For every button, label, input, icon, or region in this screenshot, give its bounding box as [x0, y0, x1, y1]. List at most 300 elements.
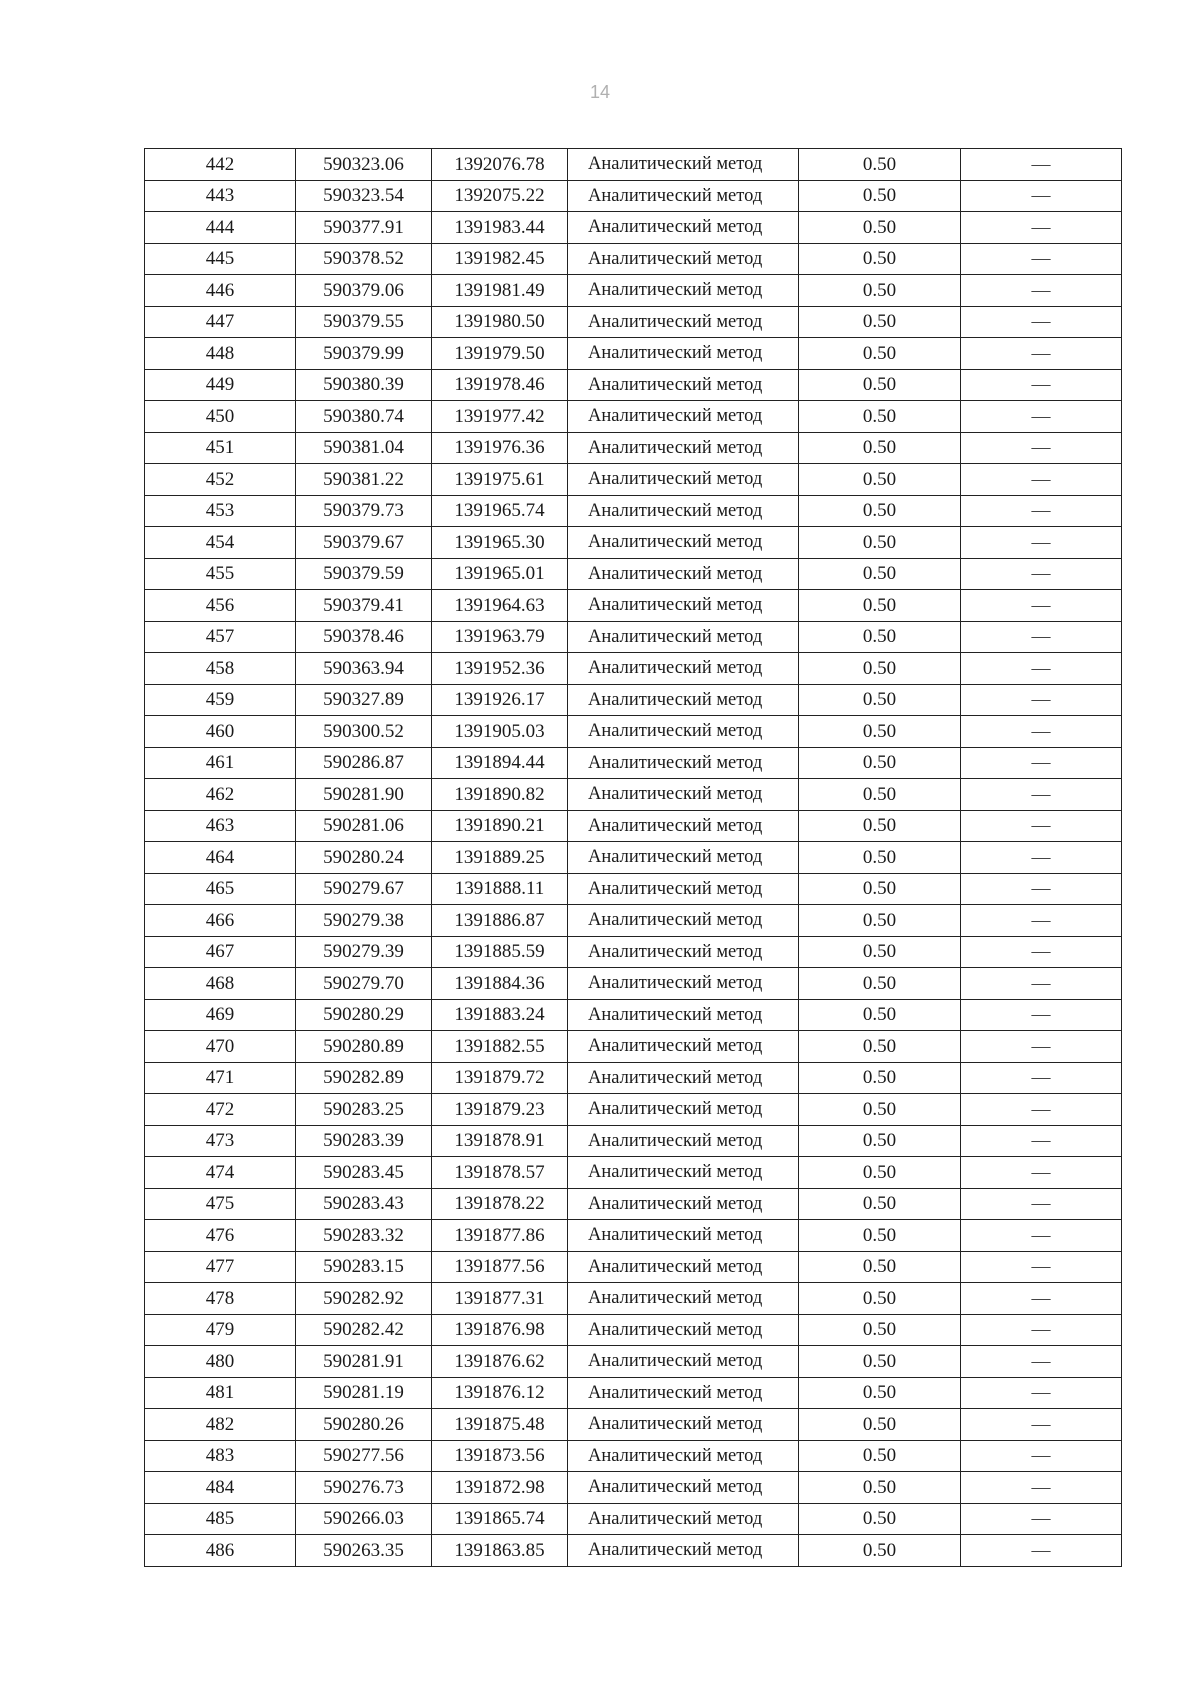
x-coordinate-cell: 590281.19 — [296, 1377, 432, 1409]
table-row — [145, 401, 1122, 433]
accuracy-cell: 0.50 — [799, 1472, 961, 1504]
y-coordinate-cell: 1391965.30 — [432, 527, 568, 559]
accuracy-cell: 0.50 — [799, 1220, 961, 1252]
table-row — [145, 432, 1122, 464]
accuracy-cell: 0.50 — [799, 810, 961, 842]
note-cell: — — [961, 842, 1122, 874]
accuracy-cell: 0.50 — [799, 968, 961, 1000]
y-coordinate-cell: 1391976.36 — [432, 432, 568, 464]
note-cell: — — [961, 905, 1122, 937]
method-cell: Аналитический метод — [568, 495, 799, 527]
y-coordinate-cell: 1391952.36 — [432, 653, 568, 685]
table-row — [145, 1220, 1122, 1252]
note-cell: — — [961, 936, 1122, 968]
y-coordinate-cell: 1391883.24 — [432, 999, 568, 1031]
point-number-cell: 448 — [145, 338, 296, 370]
accuracy-cell: 0.50 — [799, 1125, 961, 1157]
table-row — [145, 842, 1122, 874]
accuracy-cell: 0.50 — [799, 495, 961, 527]
method-cell: Аналитический метод — [568, 212, 799, 244]
y-coordinate-cell: 1391965.01 — [432, 558, 568, 590]
method-cell: Аналитический метод — [568, 1535, 799, 1567]
page-number: 14 — [589, 82, 611, 102]
table-row — [145, 1503, 1122, 1535]
note-cell: — — [961, 1377, 1122, 1409]
point-number-cell: 470 — [145, 1031, 296, 1063]
note-cell: — — [961, 779, 1122, 811]
accuracy-cell: 0.50 — [799, 905, 961, 937]
accuracy-cell: 0.50 — [799, 590, 961, 622]
point-number-cell: 474 — [145, 1157, 296, 1189]
y-coordinate-cell: 1391863.85 — [432, 1535, 568, 1567]
y-coordinate-cell: 1391889.25 — [432, 842, 568, 874]
point-number-cell: 460 — [145, 716, 296, 748]
note-cell: — — [961, 464, 1122, 496]
table-row — [145, 464, 1122, 496]
x-coordinate-cell: 590380.39 — [296, 369, 432, 401]
y-coordinate-cell: 1391981.49 — [432, 275, 568, 307]
y-coordinate-cell: 1391886.87 — [432, 905, 568, 937]
x-coordinate-cell: 590280.24 — [296, 842, 432, 874]
note-cell: — — [961, 338, 1122, 370]
point-number-cell: 444 — [145, 212, 296, 244]
method-cell: Аналитический метод — [568, 464, 799, 496]
x-coordinate-cell: 590282.42 — [296, 1314, 432, 1346]
point-number-cell: 484 — [145, 1472, 296, 1504]
method-cell: Аналитический метод — [568, 1283, 799, 1315]
note-cell: — — [961, 653, 1122, 685]
table-row — [145, 180, 1122, 212]
method-cell: Аналитический метод — [568, 968, 799, 1000]
x-coordinate-cell: 590276.73 — [296, 1472, 432, 1504]
x-coordinate-cell: 590283.15 — [296, 1251, 432, 1283]
method-cell: Аналитический метод — [568, 1377, 799, 1409]
x-coordinate-cell: 590283.32 — [296, 1220, 432, 1252]
point-number-cell: 443 — [145, 180, 296, 212]
note-cell: — — [961, 684, 1122, 716]
point-number-cell: 452 — [145, 464, 296, 496]
accuracy-cell: 0.50 — [799, 1314, 961, 1346]
point-number-cell: 446 — [145, 275, 296, 307]
point-number-cell: 483 — [145, 1440, 296, 1472]
table-row — [145, 779, 1122, 811]
note-cell: — — [961, 968, 1122, 1000]
y-coordinate-cell: 1391979.50 — [432, 338, 568, 370]
point-number-cell: 459 — [145, 684, 296, 716]
note-cell: — — [961, 558, 1122, 590]
point-number-cell: 466 — [145, 905, 296, 937]
method-cell: Аналитический метод — [568, 1440, 799, 1472]
accuracy-cell: 0.50 — [799, 212, 961, 244]
y-coordinate-cell: 1391965.74 — [432, 495, 568, 527]
note-cell: — — [961, 275, 1122, 307]
x-coordinate-cell: 590283.45 — [296, 1157, 432, 1189]
table-row — [145, 621, 1122, 653]
point-number-cell: 449 — [145, 369, 296, 401]
method-cell: Аналитический метод — [568, 1314, 799, 1346]
accuracy-cell: 0.50 — [799, 338, 961, 370]
x-coordinate-cell: 590363.94 — [296, 653, 432, 685]
table-row — [145, 653, 1122, 685]
table-row — [145, 149, 1122, 181]
y-coordinate-cell: 1391876.12 — [432, 1377, 568, 1409]
point-number-cell: 475 — [145, 1188, 296, 1220]
accuracy-cell: 0.50 — [799, 842, 961, 874]
accuracy-cell: 0.50 — [799, 1188, 961, 1220]
table-row — [145, 968, 1122, 1000]
table-row — [145, 1535, 1122, 1567]
accuracy-cell: 0.50 — [799, 558, 961, 590]
accuracy-cell: 0.50 — [799, 275, 961, 307]
method-cell: Аналитический метод — [568, 621, 799, 653]
method-cell: Аналитический метод — [568, 810, 799, 842]
note-cell: — — [961, 369, 1122, 401]
table-row — [145, 1314, 1122, 1346]
accuracy-cell: 0.50 — [799, 464, 961, 496]
method-cell: Аналитический метод — [568, 1125, 799, 1157]
note-cell: — — [961, 999, 1122, 1031]
x-coordinate-cell: 590279.38 — [296, 905, 432, 937]
x-coordinate-cell: 590323.06 — [296, 149, 432, 181]
method-cell: Аналитический метод — [568, 1031, 799, 1063]
method-cell: Аналитический метод — [568, 432, 799, 464]
accuracy-cell: 0.50 — [799, 1283, 961, 1315]
note-cell: — — [961, 621, 1122, 653]
accuracy-cell: 0.50 — [799, 1503, 961, 1535]
table-row — [145, 1125, 1122, 1157]
accuracy-cell: 0.50 — [799, 1031, 961, 1063]
accuracy-cell: 0.50 — [799, 779, 961, 811]
point-number-cell: 464 — [145, 842, 296, 874]
x-coordinate-cell: 590266.03 — [296, 1503, 432, 1535]
accuracy-cell: 0.50 — [799, 243, 961, 275]
x-coordinate-cell: 590300.52 — [296, 716, 432, 748]
x-coordinate-cell: 590277.56 — [296, 1440, 432, 1472]
point-number-cell: 461 — [145, 747, 296, 779]
accuracy-cell: 0.50 — [799, 1535, 961, 1567]
y-coordinate-cell: 1392075.22 — [432, 180, 568, 212]
point-number-cell: 463 — [145, 810, 296, 842]
note-cell: — — [961, 1409, 1122, 1441]
method-cell: Аналитический метод — [568, 338, 799, 370]
x-coordinate-cell: 590279.67 — [296, 873, 432, 905]
x-coordinate-cell: 590280.89 — [296, 1031, 432, 1063]
note-cell: — — [961, 810, 1122, 842]
method-cell: Аналитический метод — [568, 1409, 799, 1441]
table-row — [145, 684, 1122, 716]
y-coordinate-cell: 1391890.21 — [432, 810, 568, 842]
y-coordinate-cell: 1391876.98 — [432, 1314, 568, 1346]
method-cell: Аналитический метод — [568, 999, 799, 1031]
accuracy-cell: 0.50 — [799, 149, 961, 181]
y-coordinate-cell: 1391879.72 — [432, 1062, 568, 1094]
method-cell: Аналитический метод — [568, 747, 799, 779]
point-number-cell: 456 — [145, 590, 296, 622]
point-number-cell: 451 — [145, 432, 296, 464]
note-cell: — — [961, 1125, 1122, 1157]
method-cell: Аналитический метод — [568, 369, 799, 401]
method-cell: Аналитический метод — [568, 1503, 799, 1535]
table-row — [145, 243, 1122, 275]
method-cell: Аналитический метод — [568, 716, 799, 748]
x-coordinate-cell: 590379.99 — [296, 338, 432, 370]
accuracy-cell: 0.50 — [799, 369, 961, 401]
accuracy-cell: 0.50 — [799, 1094, 961, 1126]
point-number-cell: 473 — [145, 1125, 296, 1157]
table-row — [145, 936, 1122, 968]
y-coordinate-cell: 1391885.59 — [432, 936, 568, 968]
y-coordinate-cell: 1391865.74 — [432, 1503, 568, 1535]
table-row — [145, 1062, 1122, 1094]
y-coordinate-cell: 1391963.79 — [432, 621, 568, 653]
note-cell: — — [961, 873, 1122, 905]
table-row — [145, 275, 1122, 307]
table-row — [145, 873, 1122, 905]
x-coordinate-cell: 590282.92 — [296, 1283, 432, 1315]
x-coordinate-cell: 590281.90 — [296, 779, 432, 811]
accuracy-cell: 0.50 — [799, 684, 961, 716]
note-cell: — — [961, 1346, 1122, 1378]
x-coordinate-cell: 590281.91 — [296, 1346, 432, 1378]
point-number-cell: 478 — [145, 1283, 296, 1315]
table-row — [145, 1031, 1122, 1063]
point-number-cell: 486 — [145, 1535, 296, 1567]
accuracy-cell: 0.50 — [799, 621, 961, 653]
note-cell: — — [961, 747, 1122, 779]
table-row — [145, 1094, 1122, 1126]
y-coordinate-cell: 1391876.62 — [432, 1346, 568, 1378]
accuracy-cell: 0.50 — [799, 527, 961, 559]
method-cell: Аналитический метод — [568, 275, 799, 307]
method-cell: Аналитический метод — [568, 842, 799, 874]
y-coordinate-cell: 1391926.17 — [432, 684, 568, 716]
method-cell: Аналитический метод — [568, 905, 799, 937]
table-row — [145, 747, 1122, 779]
note-cell: — — [961, 1535, 1122, 1567]
accuracy-cell: 0.50 — [799, 432, 961, 464]
method-cell: Аналитический метод — [568, 243, 799, 275]
y-coordinate-cell: 1391873.56 — [432, 1440, 568, 1472]
accuracy-cell: 0.50 — [799, 1440, 961, 1472]
x-coordinate-cell: 590286.87 — [296, 747, 432, 779]
table-row — [145, 999, 1122, 1031]
y-coordinate-cell: 1391872.98 — [432, 1472, 568, 1504]
point-number-cell: 482 — [145, 1409, 296, 1441]
accuracy-cell: 0.50 — [799, 653, 961, 685]
point-number-cell: 479 — [145, 1314, 296, 1346]
coordinates-table — [144, 148, 1122, 1567]
note-cell: — — [961, 590, 1122, 622]
x-coordinate-cell: 590379.67 — [296, 527, 432, 559]
note-cell: — — [961, 1472, 1122, 1504]
coordinates-table-body — [145, 149, 1122, 1567]
y-coordinate-cell: 1391888.11 — [432, 873, 568, 905]
table-row — [145, 1346, 1122, 1378]
accuracy-cell: 0.50 — [799, 1157, 961, 1189]
point-number-cell: 472 — [145, 1094, 296, 1126]
accuracy-cell: 0.50 — [799, 716, 961, 748]
y-coordinate-cell: 1391877.31 — [432, 1283, 568, 1315]
x-coordinate-cell: 590283.25 — [296, 1094, 432, 1126]
accuracy-cell: 0.50 — [799, 999, 961, 1031]
accuracy-cell: 0.50 — [799, 747, 961, 779]
point-number-cell: 468 — [145, 968, 296, 1000]
x-coordinate-cell: 590379.73 — [296, 495, 432, 527]
method-cell: Аналитический метод — [568, 1157, 799, 1189]
accuracy-cell: 0.50 — [799, 873, 961, 905]
method-cell: Аналитический метод — [568, 779, 799, 811]
note-cell: — — [961, 306, 1122, 338]
point-number-cell: 450 — [145, 401, 296, 433]
accuracy-cell: 0.50 — [799, 1251, 961, 1283]
table-row — [145, 1251, 1122, 1283]
y-coordinate-cell: 1391877.56 — [432, 1251, 568, 1283]
table-row — [145, 1409, 1122, 1441]
accuracy-cell: 0.50 — [799, 1377, 961, 1409]
y-coordinate-cell: 1391978.46 — [432, 369, 568, 401]
x-coordinate-cell: 590379.55 — [296, 306, 432, 338]
note-cell: — — [961, 1094, 1122, 1126]
note-cell: — — [961, 527, 1122, 559]
note-cell: — — [961, 1314, 1122, 1346]
x-coordinate-cell: 590378.46 — [296, 621, 432, 653]
note-cell: — — [961, 495, 1122, 527]
accuracy-cell: 0.50 — [799, 401, 961, 433]
x-coordinate-cell: 590279.39 — [296, 936, 432, 968]
y-coordinate-cell: 1391878.22 — [432, 1188, 568, 1220]
table-row — [145, 1440, 1122, 1472]
note-cell: — — [961, 432, 1122, 464]
x-coordinate-cell: 590280.29 — [296, 999, 432, 1031]
method-cell: Аналитический метод — [568, 180, 799, 212]
point-number-cell: 481 — [145, 1377, 296, 1409]
x-coordinate-cell: 590377.91 — [296, 212, 432, 244]
method-cell: Аналитический метод — [568, 306, 799, 338]
y-coordinate-cell: 1391982.45 — [432, 243, 568, 275]
y-coordinate-cell: 1391879.23 — [432, 1094, 568, 1126]
method-cell: Аналитический метод — [568, 590, 799, 622]
x-coordinate-cell: 590282.89 — [296, 1062, 432, 1094]
y-coordinate-cell: 1391975.61 — [432, 464, 568, 496]
x-coordinate-cell: 590279.70 — [296, 968, 432, 1000]
point-number-cell: 465 — [145, 873, 296, 905]
y-coordinate-cell: 1391877.86 — [432, 1220, 568, 1252]
method-cell: Аналитический метод — [568, 1220, 799, 1252]
point-number-cell: 453 — [145, 495, 296, 527]
table-row — [145, 810, 1122, 842]
table-row — [145, 369, 1122, 401]
x-coordinate-cell: 590327.89 — [296, 684, 432, 716]
note-cell: — — [961, 180, 1122, 212]
note-cell: — — [961, 1031, 1122, 1063]
y-coordinate-cell: 1391983.44 — [432, 212, 568, 244]
point-number-cell: 457 — [145, 621, 296, 653]
point-number-cell: 469 — [145, 999, 296, 1031]
note-cell: — — [961, 1062, 1122, 1094]
accuracy-cell: 0.50 — [799, 1062, 961, 1094]
y-coordinate-cell: 1391894.44 — [432, 747, 568, 779]
y-coordinate-cell: 1392076.78 — [432, 149, 568, 181]
point-number-cell: 480 — [145, 1346, 296, 1378]
x-coordinate-cell: 590379.59 — [296, 558, 432, 590]
point-number-cell: 455 — [145, 558, 296, 590]
y-coordinate-cell: 1391882.55 — [432, 1031, 568, 1063]
note-cell: — — [961, 1188, 1122, 1220]
method-cell: Аналитический метод — [568, 527, 799, 559]
x-coordinate-cell: 590381.04 — [296, 432, 432, 464]
method-cell: Аналитический метод — [568, 1346, 799, 1378]
x-coordinate-cell: 590323.54 — [296, 180, 432, 212]
method-cell: Аналитический метод — [568, 401, 799, 433]
x-coordinate-cell: 590381.22 — [296, 464, 432, 496]
table-row — [145, 1157, 1122, 1189]
x-coordinate-cell: 590283.43 — [296, 1188, 432, 1220]
method-cell: Аналитический метод — [568, 1094, 799, 1126]
method-cell: Аналитический метод — [568, 149, 799, 181]
x-coordinate-cell: 590379.41 — [296, 590, 432, 622]
table-row — [145, 558, 1122, 590]
accuracy-cell: 0.50 — [799, 936, 961, 968]
x-coordinate-cell: 590380.74 — [296, 401, 432, 433]
accuracy-cell: 0.50 — [799, 1409, 961, 1441]
table-row — [145, 527, 1122, 559]
x-coordinate-cell: 590280.26 — [296, 1409, 432, 1441]
table-row — [145, 1188, 1122, 1220]
method-cell: Аналитический метод — [568, 1188, 799, 1220]
y-coordinate-cell: 1391905.03 — [432, 716, 568, 748]
table-row — [145, 1377, 1122, 1409]
table-row — [145, 905, 1122, 937]
method-cell: Аналитический метод — [568, 1062, 799, 1094]
y-coordinate-cell: 1391878.91 — [432, 1125, 568, 1157]
point-number-cell: 442 — [145, 149, 296, 181]
note-cell: — — [961, 401, 1122, 433]
table-row — [145, 590, 1122, 622]
point-number-cell: 485 — [145, 1503, 296, 1535]
note-cell: — — [961, 1503, 1122, 1535]
accuracy-cell: 0.50 — [799, 180, 961, 212]
point-number-cell: 458 — [145, 653, 296, 685]
method-cell: Аналитический метод — [568, 653, 799, 685]
point-number-cell: 462 — [145, 779, 296, 811]
x-coordinate-cell: 590281.06 — [296, 810, 432, 842]
point-number-cell: 471 — [145, 1062, 296, 1094]
table-row — [145, 306, 1122, 338]
method-cell: Аналитический метод — [568, 936, 799, 968]
note-cell: — — [961, 1157, 1122, 1189]
x-coordinate-cell: 590378.52 — [296, 243, 432, 275]
note-cell: — — [961, 212, 1122, 244]
method-cell: Аналитический метод — [568, 1251, 799, 1283]
note-cell: — — [961, 1251, 1122, 1283]
point-number-cell: 445 — [145, 243, 296, 275]
method-cell: Аналитический метод — [568, 1472, 799, 1504]
y-coordinate-cell: 1391977.42 — [432, 401, 568, 433]
y-coordinate-cell: 1391890.82 — [432, 779, 568, 811]
table-row — [145, 1472, 1122, 1504]
method-cell: Аналитический метод — [568, 873, 799, 905]
accuracy-cell: 0.50 — [799, 1346, 961, 1378]
point-number-cell: 477 — [145, 1251, 296, 1283]
table-row — [145, 495, 1122, 527]
y-coordinate-cell: 1391964.63 — [432, 590, 568, 622]
x-coordinate-cell: 590263.35 — [296, 1535, 432, 1567]
point-number-cell: 454 — [145, 527, 296, 559]
x-coordinate-cell: 590283.39 — [296, 1125, 432, 1157]
y-coordinate-cell: 1391878.57 — [432, 1157, 568, 1189]
point-number-cell: 476 — [145, 1220, 296, 1252]
accuracy-cell: 0.50 — [799, 306, 961, 338]
